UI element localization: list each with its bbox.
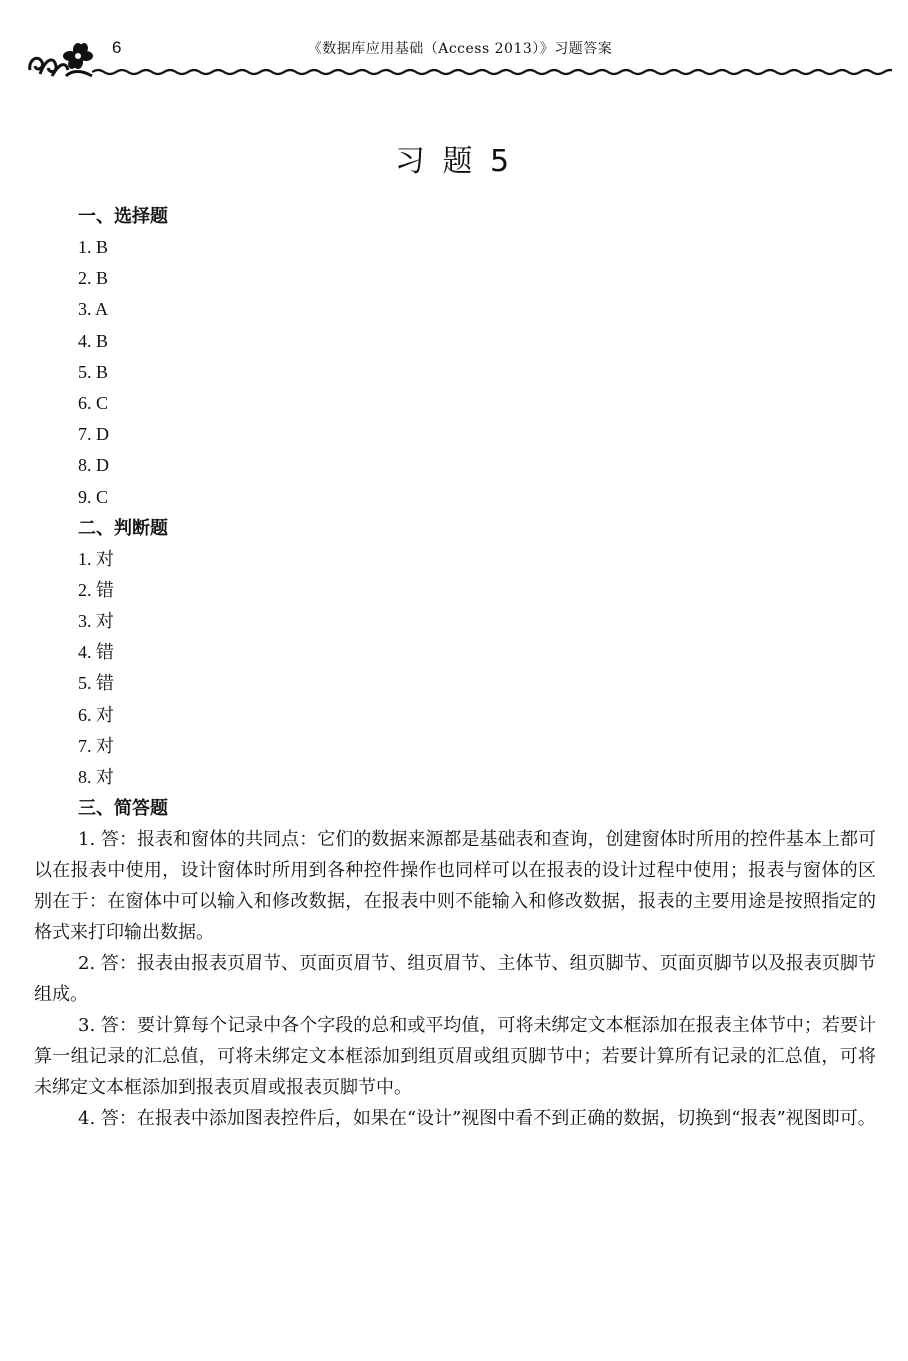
- list-item: 1. B: [78, 237, 109, 257]
- short-answer-paragraph: 4. 答：在报表中添加图表控件后，如果在“设计”视图中看不到正确的数据，切换到“报表”视图即可。: [78, 1108, 876, 1130]
- header-decorative-rule: [92, 62, 892, 80]
- list-item: 9. C: [78, 486, 109, 507]
- short-answer-paragraph: 1. 答：报表和窗体的共同点：它们的数据来源都是基础表和查询，创建窗体时所用的控件基本上都可以在报表中使用，设计窗体时所用到各种控件操作也同样可以在报表的设计过程中使用；报表与窗体的区别在于：在窗体中可以输入和修改数据，在报表中则不能输入和修改数据，报表的主要用途是按照指定的格式来打印输出数据。: [34, 829, 876, 944]
- list-item: 7. 对: [78, 735, 114, 756]
- section-heading-judgment: 二、判断题: [78, 517, 168, 539]
- list-item: 3. 对: [78, 611, 114, 632]
- page-content: [34, 201, 876, 1134]
- list-item: 6. C: [78, 392, 109, 413]
- short-answer-paragraph: 3. 答：要计算每个记录中各个字段的总和或平均值，可将未绑定文本框添加在报表主体节中；若要计算一组记录的汇总值，可将未绑定文本框添加到组页眉或组页脚节中；若要计算所有记录的汇总值，可将未绑定文本框添加到报表页眉或报表页脚节中。: [34, 1015, 876, 1099]
- page-title: 习 题 5: [394, 144, 514, 179]
- list-item: 7. D: [78, 424, 109, 445]
- judgment-answer-list: [34, 544, 876, 794]
- list-item: 3. A: [78, 299, 109, 320]
- list-item: 1. 对: [78, 548, 114, 569]
- list-item: 8. D: [78, 455, 109, 476]
- list-item: 2. B: [78, 268, 109, 289]
- list-item: 5. 错: [78, 673, 114, 694]
- list-item: 5. B: [78, 361, 109, 382]
- choice-answer-list: [34, 232, 876, 513]
- page-number: 6: [112, 38, 122, 57]
- page-header: [0, 0, 908, 100]
- list-item: 6. 对: [78, 704, 114, 725]
- running-title: 《数据库应用基础（Access 2013）》习题答案: [307, 41, 613, 57]
- list-item: 4. B: [78, 330, 109, 351]
- floral-logo-icon: [26, 40, 96, 84]
- section-heading-short-answer: 三、简答题: [78, 798, 168, 820]
- list-item: 2. 错: [78, 579, 114, 600]
- short-answer-paragraph: 2. 答：报表由报表页眉节、页面页眉节、组页眉节、主体节、组页脚节、页面页脚节以及报表页脚节组成。: [34, 953, 876, 1006]
- list-item: 4. 错: [78, 642, 114, 663]
- list-item: 8. 对: [78, 767, 114, 787]
- section-heading-choice: 一、选择题: [78, 206, 168, 227]
